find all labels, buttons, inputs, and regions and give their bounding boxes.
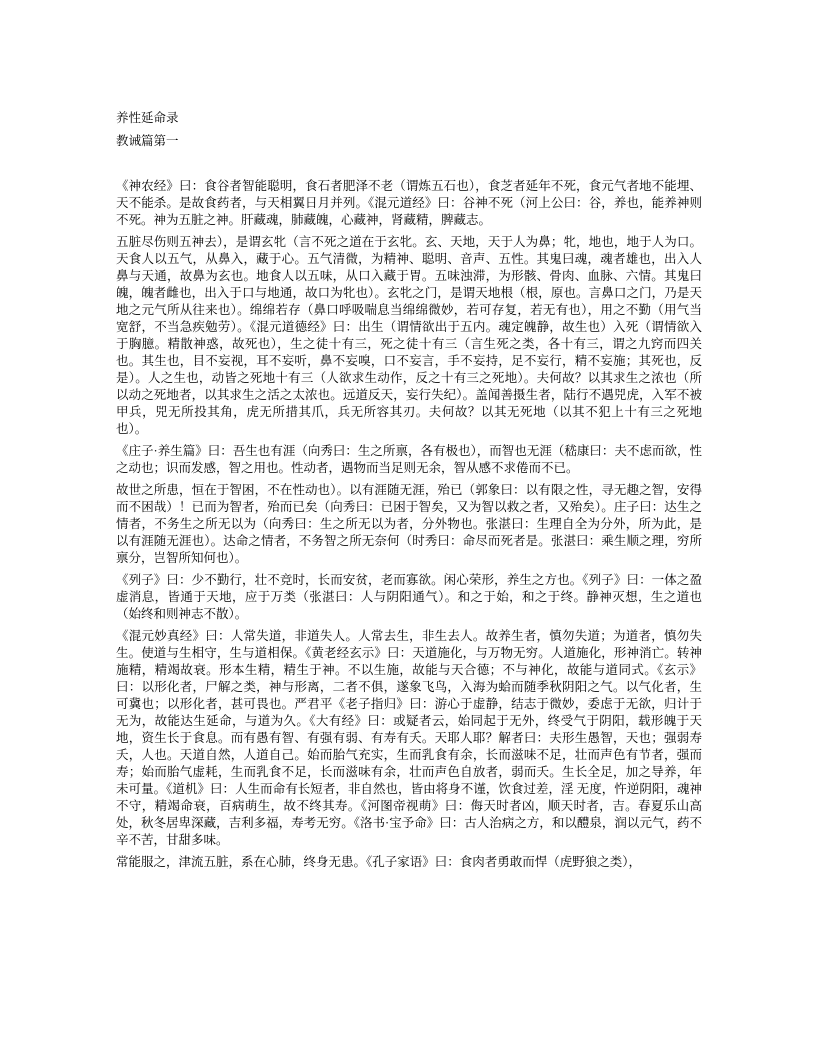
paragraph: 《列子》曰：少不勤行，壮不竞时，长而安贫，老而寡欲。闲心荣形，养生之方也。《列子》曰：一体之盈虚消息，皆通于天地，应于万类（张湛曰：人与阴阳通气）。和之于始，和之于终。静神灭想，生之道也（始终和则神志不散）。 (116, 573, 702, 621)
document-title: 养性延命录 (116, 111, 179, 125)
paragraph: 故世之所患，恒在于智困，不在性动也）。以有涯随无涯，殆已（郭象曰：以有限之性，寻无趣之智，安得而不困哉）！已而为智者，殆而已矣（向秀曰：已困于智矣，又为智以救之者，又殆矣）。庄子曰：达生之情者，不务生之所无以为（向秀曰：生之所无以为者，分外物也。张湛曰：生理自全为分外，所为此，是以有涯随无涯也）。达命之情者，不务智之所无奈何（时秀曰：命尽而死者是。张湛曰：乘生顺之理，穷所禀分，岂智所知何也）。 (116, 483, 702, 565)
section-heading: 教诫篇第一 (116, 134, 179, 148)
paragraph: 常能服之，津流五脏，系在心肺，终身无患。《孔子家语》曰：食肉者勇敢而悍（虎野狼之类）， (116, 855, 642, 869)
paragraph: 《庄子·养生篇》曰：吾生也有涯（向秀曰：生之所禀，各有极也），而智也无涯（嵇康曰：夫不虑而欲，性之动也；识而发感，智之用也。性动者，遇物而当足则无余，智从感不求倦而不已。 (116, 444, 702, 475)
paragraph: 《神农经》曰：食谷者智能聪明，食石者肥泽不老（谓炼五石也），食芝者延年不死，食元气者地不能埋、天不能杀。是故食药者，与天相翼日月并列。《混元道经》曰：谷神不死（河上公曰：谷，养也，能养神则不死。神为五脏之神。肝藏魂，肺藏魄，心藏神，肾藏精，脾藏志。 (116, 179, 702, 227)
document-body (116, 178, 702, 871)
document-content (116, 110, 702, 876)
paragraph: 《混元妙真经》曰：人常失道，非道失人。人常去生，非生去人。故养生者，慎勿失道；为道者，慎勿失生。使道与生相守，生与道相保。《黄老经玄示》曰：天道施化，与万物无穷。人道施化，形神消亡。转神施精，精竭故衰。形本生精，精生于神。不以生施，故能与天合德；不与神化，故能与道同式。《玄示》曰：以形化者，尸解之类，神与形离，二者不俱，遂象飞鸟，入海为蛤而随季秋阴阳之气。以气化者，生可冀也；以形化者，甚可畏也。严君平《老子指归》曰：游心于虚静，结志于微妙，委虑于无欲，归计于无为，故能达生延命，与道为久。《大有经》曰：或疑者云，始同起于无外，终受气于阴阳，载形魄于天地，资生长于食息。而有愚有智、有强有弱、有寿有夭。天耶人耶？解者曰：夫形生愚智，天也；强弱寿夭，人也。天道自然，人道自己。始而胎气充实，生而乳食有余，长而滋味不足，壮而声色有节者，强而寿；始而胎气虚耗，生而乳食不足，长而滋味有余，壮而声色自放者，弱而夭。生长全足，加之导养，年未可量。《道机》曰：人生而命有长短者，非自然也，皆由将身不谨，饮食过差，淫 无度，忤逆阴阳，魂神不守，精竭命衰，百病萌生，故不终其寿。《河图帝视萌》曰：侮天时者凶，顺天时者，吉。春夏乐山高处，秋冬居卑深藏，吉利多福，寿考无穷。《洛书·宝予命》曰：古人治病之方，和以醴泉，润以元气，药不辛不苦，甘甜多味。 (116, 629, 702, 847)
paragraph: 五脏尽伤则五神去），是谓玄牝（言不死之道在于玄牝。玄、天地，天于人为鼻；牝，地也，地于人为口。天食人以五气，从鼻入，藏于心。五气清微，为精神、聪明、音声、五性。其鬼曰魂，魂者雄也，出入人鼻与天通，故鼻为玄也。地食人以五味，从口入藏于胃。五味浊滞，为形骸、骨肉、血脉、六情。其鬼曰魄，魄者雌也，出入于口与地通，故口为牝也）。玄牝之门，是谓天地根（根，原也。言鼻口之门，乃是天地之元气所从往来也）。绵绵若存（鼻口呼吸喘息当绵绵微妙，若可存复，若无有也），用之不勤（用气当宽舒，不当急疾勉劳）。《混元道德经》曰：出生（谓情欲出于五内。魂定魄静，故生也）入死（谓情欲入于胸臆。精散神惑，故死也），生之徒十有三，死之徒十有三（言生死之类，各十有三，谓之九窍而四关也。其生也，目不妄视，耳不妄听，鼻不妄嗅，口不妄言，手不妄持，足不妄行，精不妄施；其死也，反是）。人之生也，动皆之死地十有三（人欲求生动作，反之十有三之死地）。夫何故？以其求生之浓也（所以动之死地者，以其求生之活之太浓也。远道反天，妄行失纪）。盖闻善摄生者，陆行不遇兕虎，入军不被甲兵，兕无所投其角，虎无所措其爪，兵无所容其刃。夫何故？以其无死地（以其不犯上十有三之死地也）。 (116, 235, 702, 436)
